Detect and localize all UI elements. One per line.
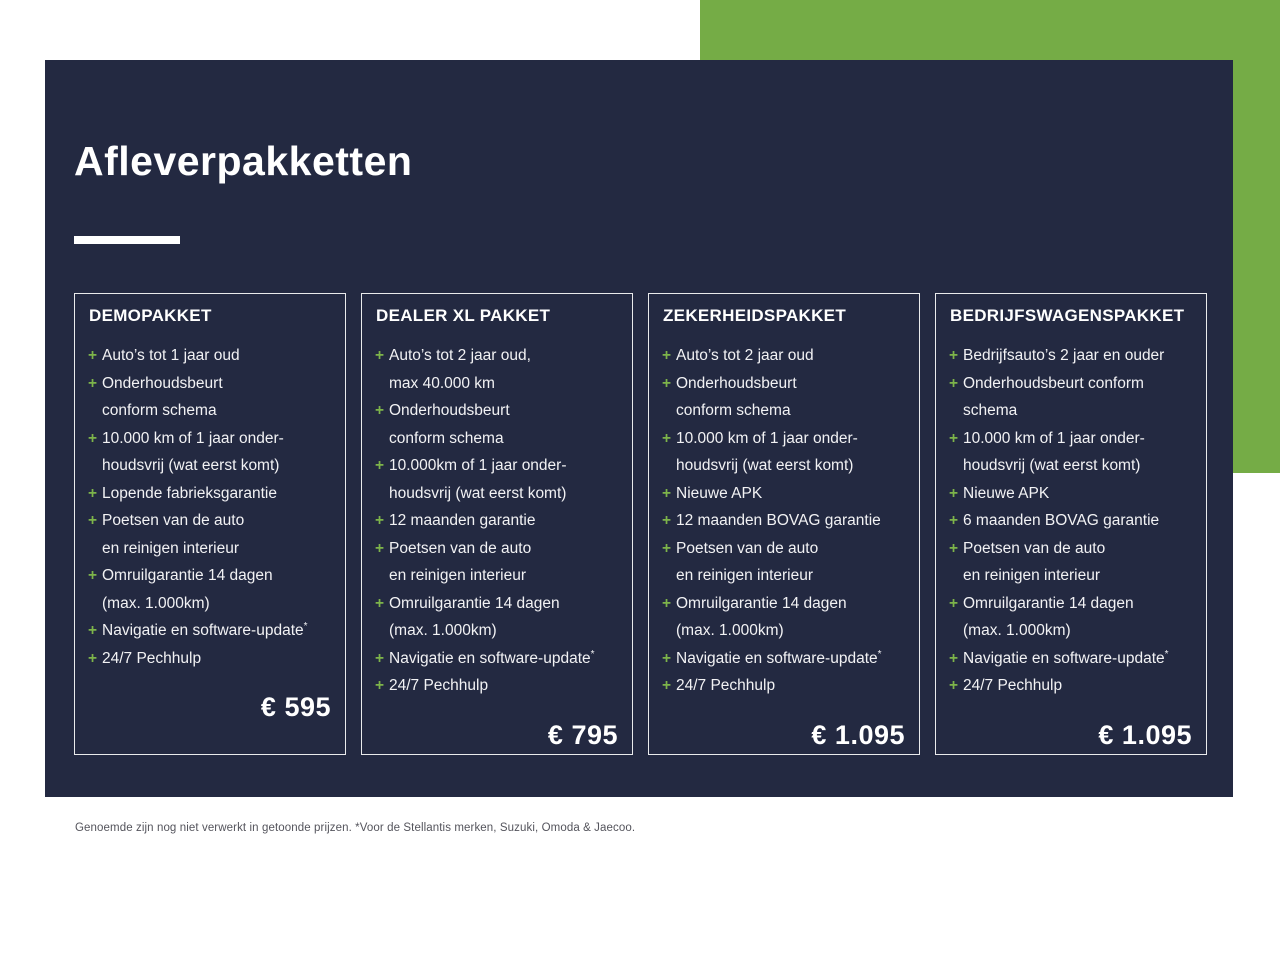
price-label: € 595 (260, 692, 331, 722)
plus-icon: + (88, 622, 98, 639)
packages-panel (45, 60, 1233, 797)
plus-icon: + (662, 429, 672, 447)
plus-icon: + (949, 649, 959, 667)
plus-icon: + (662, 484, 672, 502)
plus-icon: + (662, 594, 672, 612)
plus-icon: + (375, 347, 385, 364)
feature-item: + Navigatie en software-update* (89, 617, 331, 645)
feature-item: + Poetsen van de auto (89, 507, 331, 535)
feature-item: + 10.000 km of 1 jaar onder- (89, 425, 331, 453)
feature-item-continuation: conform schema (102, 402, 217, 419)
plus-icon: + (949, 512, 959, 529)
feature-item-continuation: (max. 1.000km) (102, 594, 210, 612)
feature-item-continuation: en reinigen interieur (963, 567, 1101, 584)
feature-list (376, 342, 618, 700)
page-title: Afleverpakketten (74, 138, 413, 184)
plus-icon: + (949, 539, 959, 557)
feature-item: + Auto’s tot 2 jaar oud (663, 342, 905, 370)
plus-icon: + (375, 539, 385, 557)
feature-item: + 10.000km of 1 jaar onder- (376, 452, 618, 480)
feature-item: + 24/7 Pechhulp (89, 645, 331, 673)
feature-item: + Bedrijfsauto’s 2 jaar en ouder (950, 342, 1192, 370)
footnote: Genoemde zijn nog niet verwerkt in getoonde prijzen. *Voor de Stellantis merken, Suzuki, Omoda & Jaecoo. (75, 822, 636, 834)
card-title: DEALER XL PAKKET (376, 306, 551, 325)
plus-icon: + (88, 374, 98, 392)
feature-item: + Omruilgarantie 14 dagen (376, 590, 618, 618)
price-label: € 1.095 (811, 719, 905, 750)
feature-item-continuation: en reinigen interieur (389, 567, 527, 584)
plus-icon: + (949, 594, 959, 612)
title-underline (74, 236, 180, 244)
price-label: € 795 (547, 719, 618, 750)
feature-item: + 12 maanden garantie (376, 507, 618, 535)
footnote-asterisk: * (877, 648, 882, 660)
package-cards (74, 293, 1207, 755)
feature-item: + Auto’s tot 1 jaar oud (89, 342, 331, 370)
feature-item: + 24/7 Pechhulp (663, 672, 905, 700)
plus-icon: + (949, 484, 959, 502)
plus-icon: + (662, 347, 672, 364)
plus-icon: + (88, 484, 98, 502)
feature-item-continuation: max 40.000 km (389, 374, 495, 392)
feature-item: + Auto’s tot 2 jaar oud, (376, 342, 618, 370)
plus-icon: + (662, 512, 672, 529)
feature-item-continuation: en reinigen interieur (676, 567, 814, 584)
plus-icon: + (662, 539, 672, 557)
feature-item: + Navigatie en software-update* (376, 645, 618, 673)
feature-item-continuation: houdsvrij (wat eerst komt) (389, 484, 567, 502)
feature-item: + Omruilgarantie 14 dagen (663, 590, 905, 618)
feature-item-continuation: houdsvrij (wat eerst komt) (102, 457, 280, 474)
feature-item-continuation: schema (963, 402, 1018, 419)
feature-item: + Onderhoudsbeurt conform (950, 370, 1192, 398)
package-card-bedrijfswagenspakket (935, 293, 1207, 755)
feature-item: + Poetsen van de auto (663, 535, 905, 563)
footnote-asterisk: * (1164, 648, 1169, 660)
package-card-dealer-xl-pakket (361, 293, 633, 755)
card-title: BEDRIJFSWAGENSPAKKET (950, 306, 1185, 325)
plus-icon: + (662, 649, 672, 667)
plus-icon: + (375, 512, 385, 529)
feature-item-continuation: conform schema (389, 429, 504, 447)
feature-list (663, 342, 905, 700)
feature-item: + 10.000 km of 1 jaar onder- (663, 425, 905, 453)
feature-item-continuation: en reinigen interieur (102, 539, 240, 557)
feature-item: + Omruilgarantie 14 dagen (89, 562, 331, 590)
feature-item: + Poetsen van de auto (376, 535, 618, 563)
feature-item: + 24/7 Pechhulp (950, 672, 1192, 700)
plus-icon: + (949, 347, 959, 364)
feature-item-continuation: conform schema (676, 402, 791, 419)
feature-item-continuation: (max. 1.000km) (676, 622, 784, 639)
plus-icon: + (88, 347, 98, 364)
footnote-asterisk: * (590, 648, 595, 660)
feature-item-continuation: houdsvrij (wat eerst komt) (676, 457, 854, 474)
feature-item-continuation: houdsvrij (wat eerst komt) (963, 457, 1141, 474)
plus-icon: + (375, 457, 385, 474)
feature-item: + Omruilgarantie 14 dagen (950, 590, 1192, 618)
feature-item: + Onderhoudsbeurt (376, 397, 618, 425)
plus-icon: + (949, 677, 959, 694)
feature-item: + Poetsen van de auto (950, 535, 1192, 563)
plus-icon: + (375, 594, 385, 612)
plus-icon: + (88, 649, 98, 667)
plus-icon: + (88, 429, 98, 447)
card-title: DEMOPAKKET (89, 306, 212, 325)
plus-icon: + (88, 567, 98, 584)
plus-icon: + (375, 677, 385, 694)
feature-item: + 10.000 km of 1 jaar onder- (950, 425, 1192, 453)
feature-item: + Onderhoudsbeurt (663, 370, 905, 398)
feature-item: + Nieuwe APK (950, 480, 1192, 508)
plus-icon: + (949, 429, 959, 447)
plus-icon: + (949, 374, 959, 392)
feature-list (89, 342, 331, 672)
card-title: ZEKERHEIDSPAKKET (663, 306, 847, 325)
plus-icon: + (375, 649, 385, 667)
feature-item: + 24/7 Pechhulp (376, 672, 618, 700)
feature-item: + Lopende fabrieksgarantie (89, 480, 331, 508)
feature-item: + 6 maanden BOVAG garantie (950, 507, 1192, 535)
feature-item: + Onderhoudsbeurt (89, 370, 331, 398)
plus-icon: + (88, 512, 98, 529)
feature-item: + Navigatie en software-update* (663, 645, 905, 673)
feature-list (950, 342, 1192, 700)
feature-item-continuation: (max. 1.000km) (963, 622, 1071, 639)
feature-item-continuation: (max. 1.000km) (389, 622, 497, 639)
price-label: € 1.095 (1098, 719, 1192, 750)
feature-item: + 12 maanden BOVAG garantie (663, 507, 905, 535)
plus-icon: + (662, 374, 672, 392)
package-card-demopakket (74, 293, 346, 755)
plus-icon: + (375, 402, 385, 419)
feature-item: + Nieuwe APK (663, 480, 905, 508)
package-card-zekerheidspakket (648, 293, 920, 755)
plus-icon: + (662, 677, 672, 694)
feature-item: + Navigatie en software-update* (950, 645, 1192, 673)
footnote-asterisk: * (303, 620, 308, 632)
